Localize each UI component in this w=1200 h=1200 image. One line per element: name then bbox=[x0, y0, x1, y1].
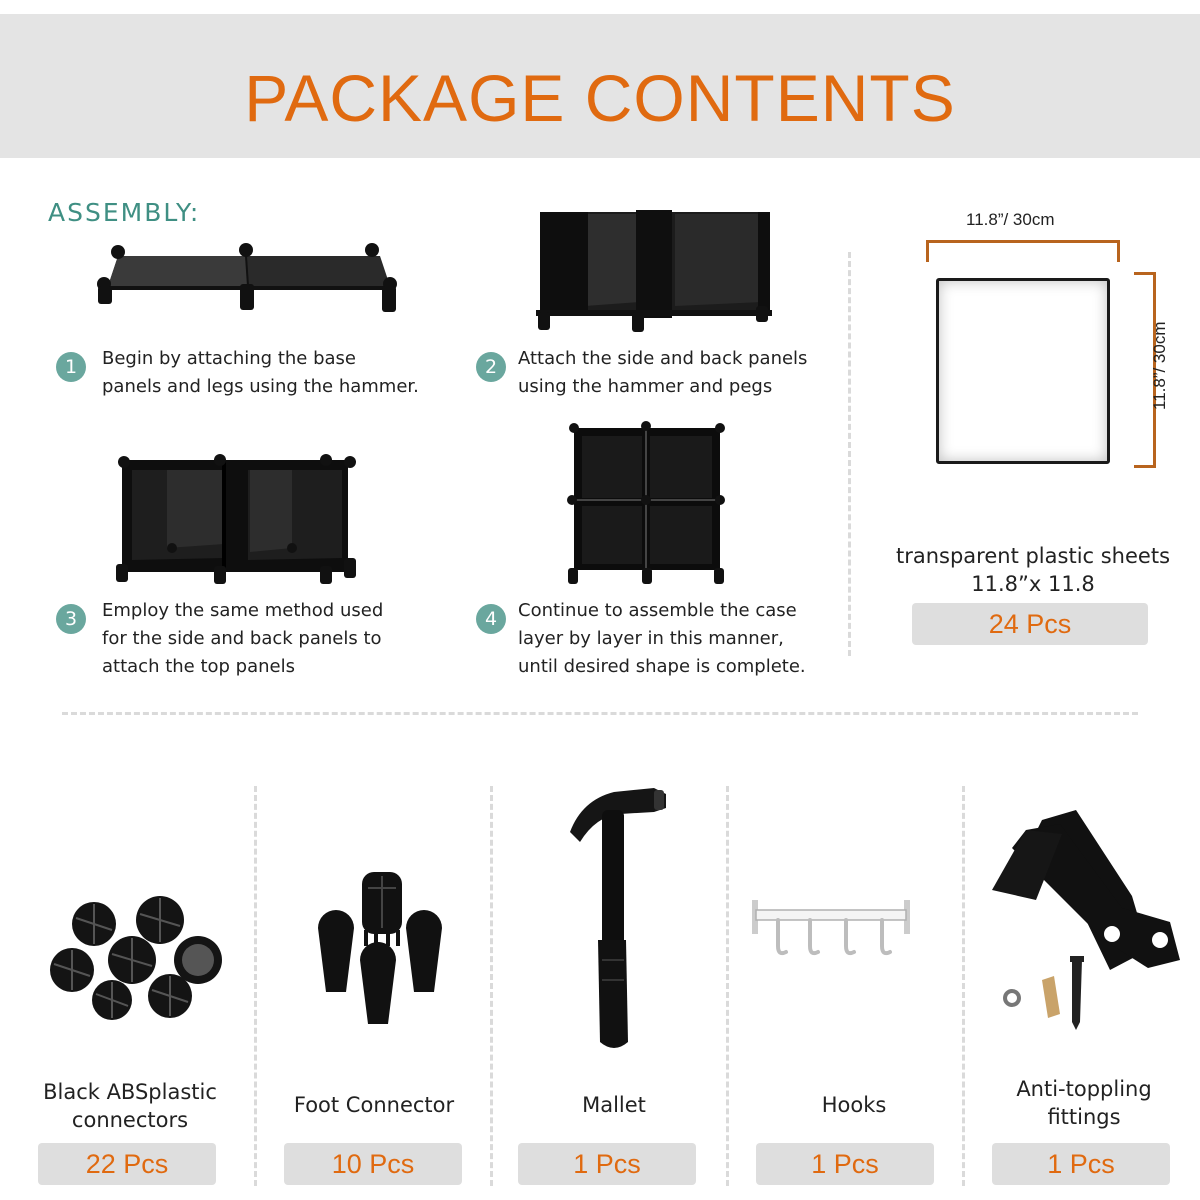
part-caption-line: Black ABSplastic bbox=[43, 1080, 217, 1104]
step-2-line: Attach the side and back panels bbox=[518, 348, 808, 369]
part-quantity-anti-toppling: 1 Pcs bbox=[992, 1143, 1170, 1185]
step-1-base-illustration bbox=[90, 238, 410, 318]
step-2-panels-illustration bbox=[530, 206, 775, 334]
step-4-text bbox=[518, 597, 806, 681]
mallet-icon bbox=[562, 780, 674, 1056]
sheet-caption-line: 11.8”x 11.8 bbox=[971, 572, 1095, 596]
horizontal-divider bbox=[62, 712, 1138, 715]
part-caption-line: Mallet bbox=[582, 1093, 646, 1117]
step-3-badge: 3 bbox=[56, 604, 86, 634]
part-caption-line: Foot Connector bbox=[293, 1093, 455, 1117]
step-4-line: until desired shape is complete. bbox=[518, 656, 806, 677]
sheet-quantity-badge: 24 Pcs bbox=[912, 603, 1148, 645]
plastic-sheet-icon bbox=[936, 278, 1110, 464]
step-3-text bbox=[102, 597, 383, 681]
header-banner bbox=[0, 14, 1200, 158]
step-3-line: attach the top panels bbox=[102, 656, 295, 677]
sheet-width-label: 11.8”/ 30cm bbox=[966, 210, 1055, 229]
foot-connector-icon bbox=[306, 868, 458, 1028]
part-quantity-mallet: 1 Pcs bbox=[518, 1143, 696, 1185]
part-caption-line: connectors bbox=[71, 1108, 189, 1132]
step-4-grid-illustration bbox=[562, 420, 732, 588]
step-2-text bbox=[518, 345, 807, 401]
vertical-divider bbox=[848, 252, 851, 656]
part-caption-connectors bbox=[20, 1078, 240, 1134]
anti-toppling-icon bbox=[972, 800, 1192, 1040]
step-2-badge: 2 bbox=[476, 352, 506, 382]
step-1-line: panels and legs using the hammer. bbox=[102, 376, 419, 397]
part-caption-line: Anti-toppling bbox=[1016, 1077, 1152, 1101]
step-4-line: Continue to assemble the case bbox=[518, 600, 797, 621]
hooks-icon bbox=[748, 894, 914, 974]
step-3-line: Employ the same method used bbox=[102, 600, 384, 621]
step-1-badge: 1 bbox=[56, 352, 86, 382]
part-caption-hooks bbox=[744, 1091, 964, 1119]
step-3-line: for the side and back panels to bbox=[102, 628, 382, 649]
vertical-divider bbox=[254, 786, 257, 1186]
page-title: PACKAGE CONTENTS bbox=[244, 61, 956, 135]
sheet-caption-line: transparent plastic sheets bbox=[895, 544, 1171, 568]
vertical-divider bbox=[490, 786, 493, 1186]
part-caption-mallet bbox=[504, 1091, 724, 1119]
part-quantity-foot-connector: 10 Pcs bbox=[284, 1143, 462, 1185]
sheet-height-label-wrap bbox=[1150, 312, 1190, 422]
sheet-height-label: 11.8”/ 30cm bbox=[1150, 321, 1169, 410]
step-1-text bbox=[102, 345, 419, 401]
part-caption-foot-connector bbox=[264, 1091, 484, 1119]
part-caption-line: fittings bbox=[1047, 1105, 1121, 1129]
width-dimension-line bbox=[926, 240, 1120, 262]
part-quantity-connectors: 22 Pcs bbox=[38, 1143, 216, 1185]
sheet-caption bbox=[878, 542, 1188, 598]
step-1-line: Begin by attaching the base bbox=[102, 348, 356, 369]
part-quantity-hooks: 1 Pcs bbox=[756, 1143, 934, 1185]
step-4-line: layer by layer in this manner, bbox=[518, 628, 784, 649]
part-caption-line: Hooks bbox=[821, 1093, 887, 1117]
step-4-badge: 4 bbox=[476, 604, 506, 634]
vertical-divider bbox=[962, 786, 965, 1186]
assembly-label: ASSEMBLY: bbox=[48, 198, 201, 227]
connector-balls-icon bbox=[42, 890, 232, 1022]
step-3-cubes-illustration bbox=[112, 448, 360, 584]
vertical-divider bbox=[726, 786, 729, 1186]
step-2-line: using the hammer and pegs bbox=[518, 376, 773, 397]
part-caption-anti-toppling bbox=[974, 1075, 1194, 1131]
